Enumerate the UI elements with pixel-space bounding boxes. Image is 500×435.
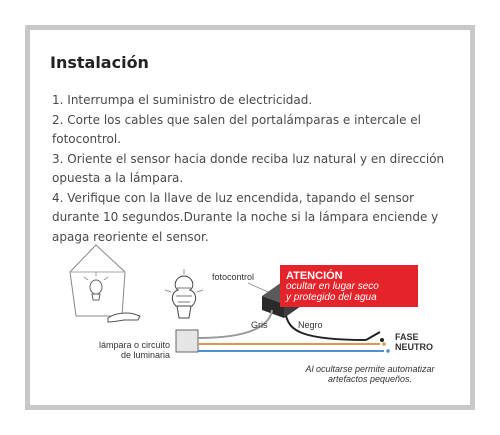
step-text: Oriente el sensor hacia donde reciba luz natural y en dirección opuesta a la lámpara. xyxy=(52,151,445,185)
alert-banner xyxy=(280,265,418,307)
socket-box xyxy=(176,330,198,352)
step-text: Verifique con la llave de luz encendida, tapando el sensor durante 10 segundos.Durante la noche si la lámpara enciende y apaga reoriente el sensor. xyxy=(52,190,439,244)
neutro-terminal xyxy=(386,349,390,353)
step-number: 1. xyxy=(52,93,64,107)
alert-line-2: y protegido del agua xyxy=(286,291,377,303)
wires xyxy=(198,310,384,351)
note-text xyxy=(290,364,450,384)
pointer-line xyxy=(248,283,268,292)
step-number: 4. xyxy=(52,190,64,205)
neutro-label: NEUTRO xyxy=(395,342,433,352)
gris-label: Gris xyxy=(251,320,268,330)
step-text: Interrumpa el suministro de electricidad. xyxy=(67,93,313,107)
step-item xyxy=(52,111,462,150)
step-number: 3. xyxy=(52,151,64,166)
switch-contact xyxy=(380,338,384,342)
alert-title: ATENCIÓN xyxy=(286,270,343,282)
fase-terminal xyxy=(382,342,386,346)
fase-label: FASE xyxy=(395,332,419,342)
lamp-label-line-2: de luminaria xyxy=(120,350,170,360)
lamp-label xyxy=(74,340,170,360)
fotocontrol-label: fotocontrol xyxy=(212,272,255,282)
alert-line-1: ocultar en lugar seco xyxy=(286,281,379,292)
switch-lever xyxy=(366,332,380,340)
step-number: 2. xyxy=(52,112,64,127)
indoor-bulb-icon xyxy=(84,272,108,300)
step-text: Corte los cables que salen del portalámparas e intercale el fotocontrol. xyxy=(52,112,421,146)
cfl-bulb-icon xyxy=(165,269,203,318)
installation-steps xyxy=(52,91,462,247)
note-line-1: Al ocultarse permite automatizar xyxy=(305,364,435,374)
note-line-2: artefactos pequeños. xyxy=(327,374,413,384)
hand-icon xyxy=(108,313,140,322)
step-item xyxy=(52,150,462,189)
lamp-label-line-1: lámpara o circuito xyxy=(98,340,170,350)
section-title: Instalación xyxy=(50,53,149,72)
negro-label: Negro xyxy=(298,320,323,330)
step-item xyxy=(52,91,462,111)
